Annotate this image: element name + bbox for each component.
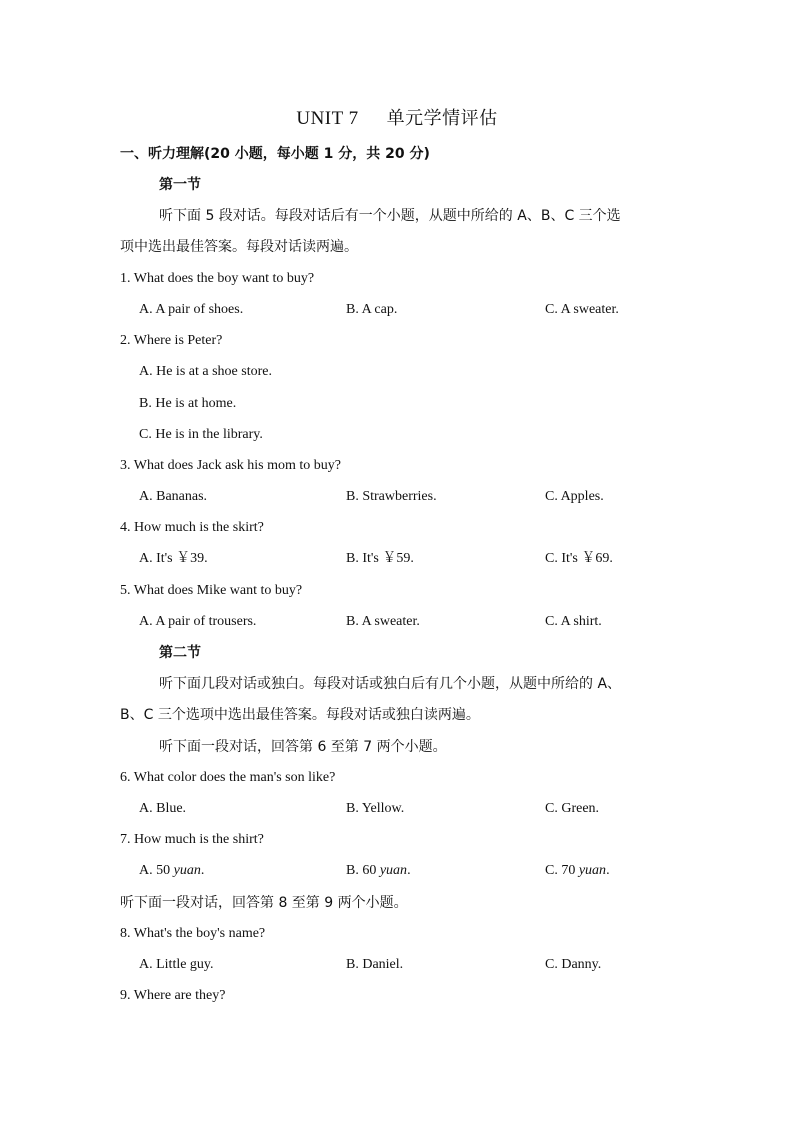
question-7: 7. How much is the shirt? bbox=[120, 832, 264, 847]
q6-option-a: A. Blue. bbox=[139, 801, 187, 816]
section-heading: 一、听力理解(20 小题，每小题 1 分，共 20 分) bbox=[120, 146, 430, 162]
q7-option-b-unit: yuan bbox=[379, 863, 408, 878]
q7-option-b-dot: . bbox=[407, 863, 411, 878]
q3-option-b: B. Strawberries. bbox=[346, 489, 437, 504]
unit-label: UNIT 7 bbox=[296, 108, 359, 129]
q6-option-b: B. Yellow. bbox=[346, 801, 405, 816]
part1-label: 第一节 bbox=[159, 177, 201, 193]
q3-option-a: A. Bananas. bbox=[139, 489, 208, 504]
q7-option-a-dot: . bbox=[200, 863, 205, 878]
question-5: 5. What does Mike want to buy? bbox=[120, 583, 303, 598]
part2-instruction-line2: B、C 三个选项中选出最佳答案。每段对话或独白读两遍。 bbox=[120, 707, 480, 723]
q8-option-b: B. Daniel. bbox=[346, 957, 404, 972]
unit-subtitle: 单元学情评估 bbox=[386, 108, 498, 129]
q3-option-c: C. Apples. bbox=[545, 489, 604, 504]
page-title bbox=[0, 104, 794, 130]
q4-option-b: B. It's ￥59. bbox=[346, 551, 414, 566]
q5-option-b: B. A sweater. bbox=[346, 614, 420, 629]
question-4: 4. How much is the skirt? bbox=[120, 520, 264, 535]
q5-option-c: C. A shirt. bbox=[545, 614, 602, 629]
q1-option-b: B. A cap. bbox=[346, 302, 398, 317]
q1-option-c: C. A sweater. bbox=[545, 302, 619, 317]
part2-subinstruction-2: 听下面一段对话，回答第 8 至第 9 两个小题。 bbox=[120, 895, 408, 911]
question-2: 2. Where is Peter? bbox=[120, 333, 223, 348]
q7-option-a-unit: yuan bbox=[173, 863, 201, 878]
q7-option-b-amount: B. 60 bbox=[346, 863, 377, 878]
q2-option-c: C. He is in the library. bbox=[139, 427, 263, 442]
question-9: 9. Where are they? bbox=[120, 988, 226, 1003]
part2-label: 第二节 bbox=[159, 645, 201, 661]
q2-option-b: B. He is at home. bbox=[139, 396, 237, 411]
q2-option-a: A. He is at a shoe store. bbox=[139, 364, 272, 379]
part1-instruction-line1: 听下面 5 段对话。每段对话后有一个小题，从题中所给的 A、B、C 三个选 bbox=[159, 208, 621, 224]
q7-option-c bbox=[545, 860, 610, 882]
q4-option-a: A. It's ￥39. bbox=[139, 551, 208, 566]
q1-option-a: A. A pair of shoes. bbox=[139, 302, 244, 317]
q7-option-b bbox=[346, 860, 411, 882]
part1-instruction-line2: 项中选出最佳答案。每段对话读两遍。 bbox=[120, 239, 358, 255]
q8-option-c: C. Danny. bbox=[545, 957, 602, 972]
q4-option-c: C. It's ￥69. bbox=[545, 551, 613, 566]
q6-option-c: C. Green. bbox=[545, 801, 600, 816]
question-3: 3. What does Jack ask his mom to buy? bbox=[120, 458, 341, 473]
q7-option-a-amount: A. 50 bbox=[139, 863, 171, 878]
q7-option-c-unit: yuan bbox=[578, 863, 607, 878]
question-1: 1. What does the boy want to buy? bbox=[120, 271, 315, 286]
question-6: 6. What color does the man's son like? bbox=[120, 770, 336, 785]
q7-option-a bbox=[139, 860, 204, 882]
q5-option-a: A. A pair of trousers. bbox=[139, 614, 257, 629]
q8-option-a: A. Little guy. bbox=[139, 957, 214, 972]
question-8: 8. What's the boy's name? bbox=[120, 926, 266, 941]
q7-option-c-amount: C. 70 bbox=[545, 863, 576, 878]
part2-subinstruction-1: 听下面一段对话，回答第 6 至第 7 两个小题。 bbox=[159, 739, 447, 755]
part2-instruction-line1: 听下面几段对话或独白。每段对话或独白后有几个小题，从题中所给的 A、 bbox=[159, 676, 622, 692]
q7-option-c-dot: . bbox=[606, 863, 610, 878]
